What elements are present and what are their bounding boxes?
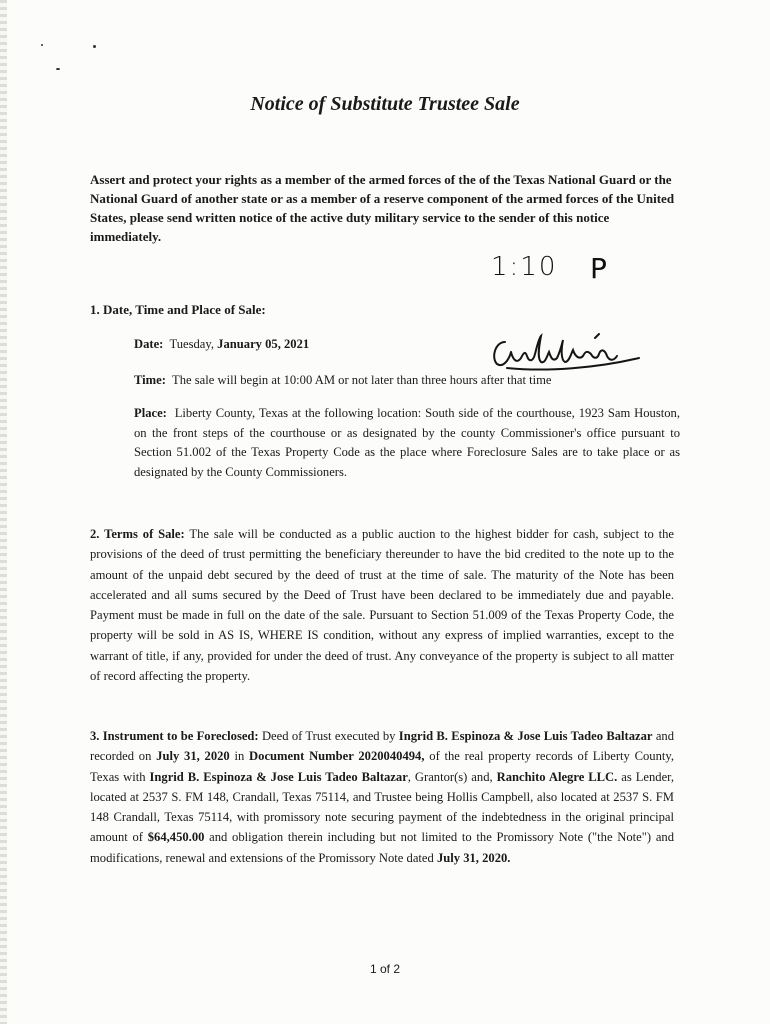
section-2-heading: 2. Terms of Sale:	[90, 527, 185, 541]
date-weekday: Tuesday,	[169, 337, 215, 351]
scan-speck	[93, 45, 96, 48]
handwritten-mark: P	[590, 252, 607, 285]
date-label: Date:	[134, 337, 164, 351]
section-1-heading: 1. Date, Time and Place of Sale:	[90, 302, 266, 317]
place-label: Place:	[134, 406, 167, 420]
grantor-names-2: Ingrid B. Espinoza & Jose Luis Tadeo Baltazar	[149, 769, 408, 784]
time-text: The sale will begin at 10:00 AM or not later than three hours after that time	[172, 373, 552, 387]
section-3-text: and obligation therein including but not limited to the Promissory Note ("the Note") and modifications, renewal and extensions of the Promissory Note dated	[90, 830, 674, 865]
place-text: Liberty County, Texas at the following location: South side of the courthouse, 1923 Sam Houston, on the front steps of the courthouse or as designated by the county Commissioner's office pursuant to Section 51.002 of the Texas Property Code as the place where Foreclosure Sales are to take place or as designated by the County Commissioners.	[134, 406, 680, 479]
sale-place	[134, 404, 680, 482]
section-3-text: , Grantor(s) and,	[407, 769, 493, 784]
date-value: January 05, 2021	[217, 337, 310, 351]
clerk-signature	[487, 328, 647, 374]
section-3-heading: 3. Instrument to be Foreclosed:	[90, 729, 259, 743]
time-label: Time:	[134, 373, 166, 387]
section-2-text: The sale will be conducted as a public auction to the highest bidder for cash, subject to the provisions of the deed of trust permitting the beneficiary thereunder to have the bid credited to the note up to the amount of the unpaid debt secured by the deed of trust at the time of sale. The maturity of the Note has been accelerated and all sums secured by the Deed of Trust have been declared to be immediately due and payable. Payment must be made in full on the date of the sale. Pursuant to Section 51.009 of the Texas Property Code, the property will be sold in AS IS, WHERE IS condition, without any express of implied warranties, except to the warrant of title, if any, provided for under the deed of trust. Any conveyance of the property is subject to all matter of record affecting the property.	[90, 527, 675, 684]
scan-edge	[0, 0, 7, 1024]
document-title: Notice of Substitute Trustee Sale	[250, 93, 520, 115]
sale-time	[134, 371, 680, 391]
section-3-text: of the real property records of Liberty County, Texas with	[90, 749, 675, 784]
lender-name: Ranchito Alegre LLC.	[496, 769, 618, 784]
recorded-date: July 31, 2020	[156, 749, 230, 764]
section-3-text: in	[234, 749, 245, 764]
scan-speck	[56, 68, 60, 70]
page-number: 1 of 2	[369, 962, 401, 976]
section-3-text: as Lender, located at 2537 S. FM 148, Crandall, Texas 75114, and Trustee being Hollis Campbell, also located at 2537 S. FM 148 Crandall, Texas 75114, with promissory note securing payment of the indebtedness in the original principal amount of	[90, 769, 675, 845]
note-date: July 31, 2020.	[436, 850, 511, 865]
handwritten-time: 1:10	[491, 252, 558, 282]
principal-amount: $64,450.00	[147, 830, 205, 845]
section-3-text: and recorded on	[90, 729, 674, 764]
scan-speck	[41, 44, 43, 46]
section-3-text: Deed of Trust executed by	[261, 729, 396, 743]
section-3-instrument	[90, 726, 674, 868]
grantor-names: Ingrid B. Espinoza & Jose Luis Tadeo Baltazar	[398, 729, 653, 743]
section-2-terms-of-sale	[90, 524, 674, 686]
document-number: Document Number 2020040494,	[249, 749, 425, 764]
military-warning-notice: Assert and protect your rights as a member of the armed forces of the of the Texas National Guard or the National Guard of another state or as a member of a reserve component of the armed forces of the United States, please send written notice of the active duty military service to the sender of this notice immediately.	[90, 172, 675, 244]
